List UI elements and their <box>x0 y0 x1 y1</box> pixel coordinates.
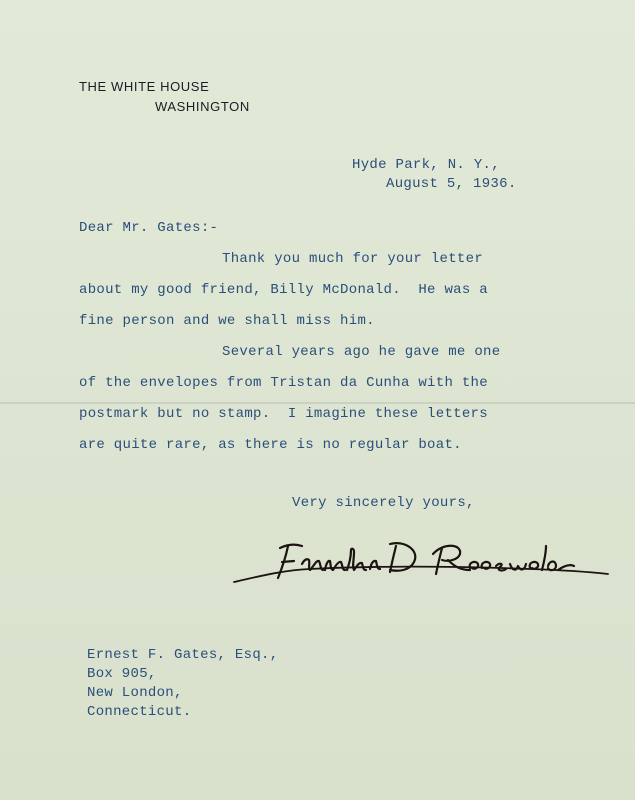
date-line: August 5, 1936. <box>386 176 517 192</box>
body-line: postmark but no stamp. I imagine these letters <box>79 406 488 422</box>
recipient-line: Connecticut. <box>87 704 192 720</box>
signature <box>230 520 610 600</box>
body-line: are quite rare, as there is no regular boat. <box>79 437 462 453</box>
recipient-line: Box 905, <box>87 666 157 682</box>
letterhead-line-1: THE WHITE HOUSE <box>79 79 210 94</box>
body-line: of the envelopes from Tristan da Cunha with the <box>79 375 488 391</box>
salutation: Dear Mr. Gates:- <box>79 220 219 236</box>
closing: Very sincerely yours, <box>292 495 475 511</box>
letterhead-line-2: WASHINGTON <box>155 99 250 114</box>
body-line: Thank you much for your letter <box>222 251 484 267</box>
recipient-line: Ernest F. Gates, Esq., <box>87 647 279 663</box>
date-place: Hyde Park, N. Y., <box>352 157 500 173</box>
paper-fold-line <box>0 402 635 404</box>
body-line: about my good friend, Billy McDonald. He was a <box>79 282 488 298</box>
body-line: Several years ago he gave me one <box>222 344 501 360</box>
recipient-line: New London, <box>87 685 183 701</box>
body-line: fine person and we shall miss him. <box>79 313 375 329</box>
